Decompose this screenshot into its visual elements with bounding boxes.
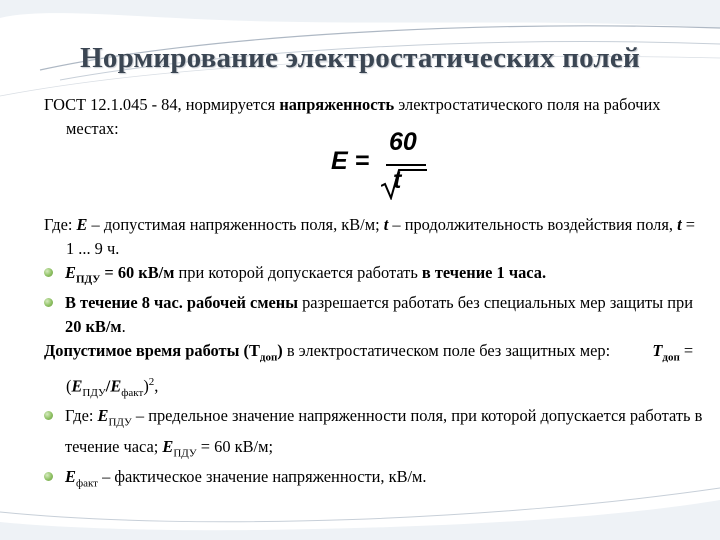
- formula-spacer: [44, 141, 704, 213]
- formula-lhs: E =: [331, 147, 370, 175]
- list-item-pdu: $E_{ПДУ} = 60$ кВ/м при которой допускается работать в течение 1 часа.: [44, 261, 704, 291]
- formula-numerator: 60: [389, 128, 417, 156]
- bullet-icon: [44, 472, 53, 481]
- page-title: Нормирование электростатических полей: [80, 42, 640, 74]
- list-item-pdu-definition: Где: $Е_{ПДУ}$ – предельное значение напряженности поля, при которой допускается работать в течение часа; $Е_{ПДУ} = 60$ кВ/м;: [44, 404, 704, 465]
- allowed-time-paragraph: Допустимое время работы $(Т_{доп})$ в электростатическом поле без защитных мер: $Т_{доп} = (Е_{ПДУ}/Е_{факт})^2$,: [44, 341, 694, 399]
- list-item-fact-definition: $Е_{факт}$ – фактическое значение напряженности, кВ/м.: [44, 465, 704, 495]
- bullet-icon: [44, 268, 53, 277]
- slide-content: [44, 93, 704, 495]
- bullet-icon: [44, 411, 53, 420]
- list-item-8-hours: В течение 8 час. рабочей смены разрешается работать без специальных мер защиты при 20 кВ/м.: [44, 291, 704, 339]
- formula-denominator: t: [393, 166, 402, 194]
- where-paragraph: Где: E – допустимая напряженность поля, кВ/м; t – продолжительность воздействия поля, t = 1 ... 9 ч.: [44, 215, 696, 258]
- intro-paragraph: ГОСТ 12.1.045 - 84, нормируется напряженность электростатического поля на рабочих местах:: [44, 95, 661, 138]
- bullet-icon: [44, 298, 53, 307]
